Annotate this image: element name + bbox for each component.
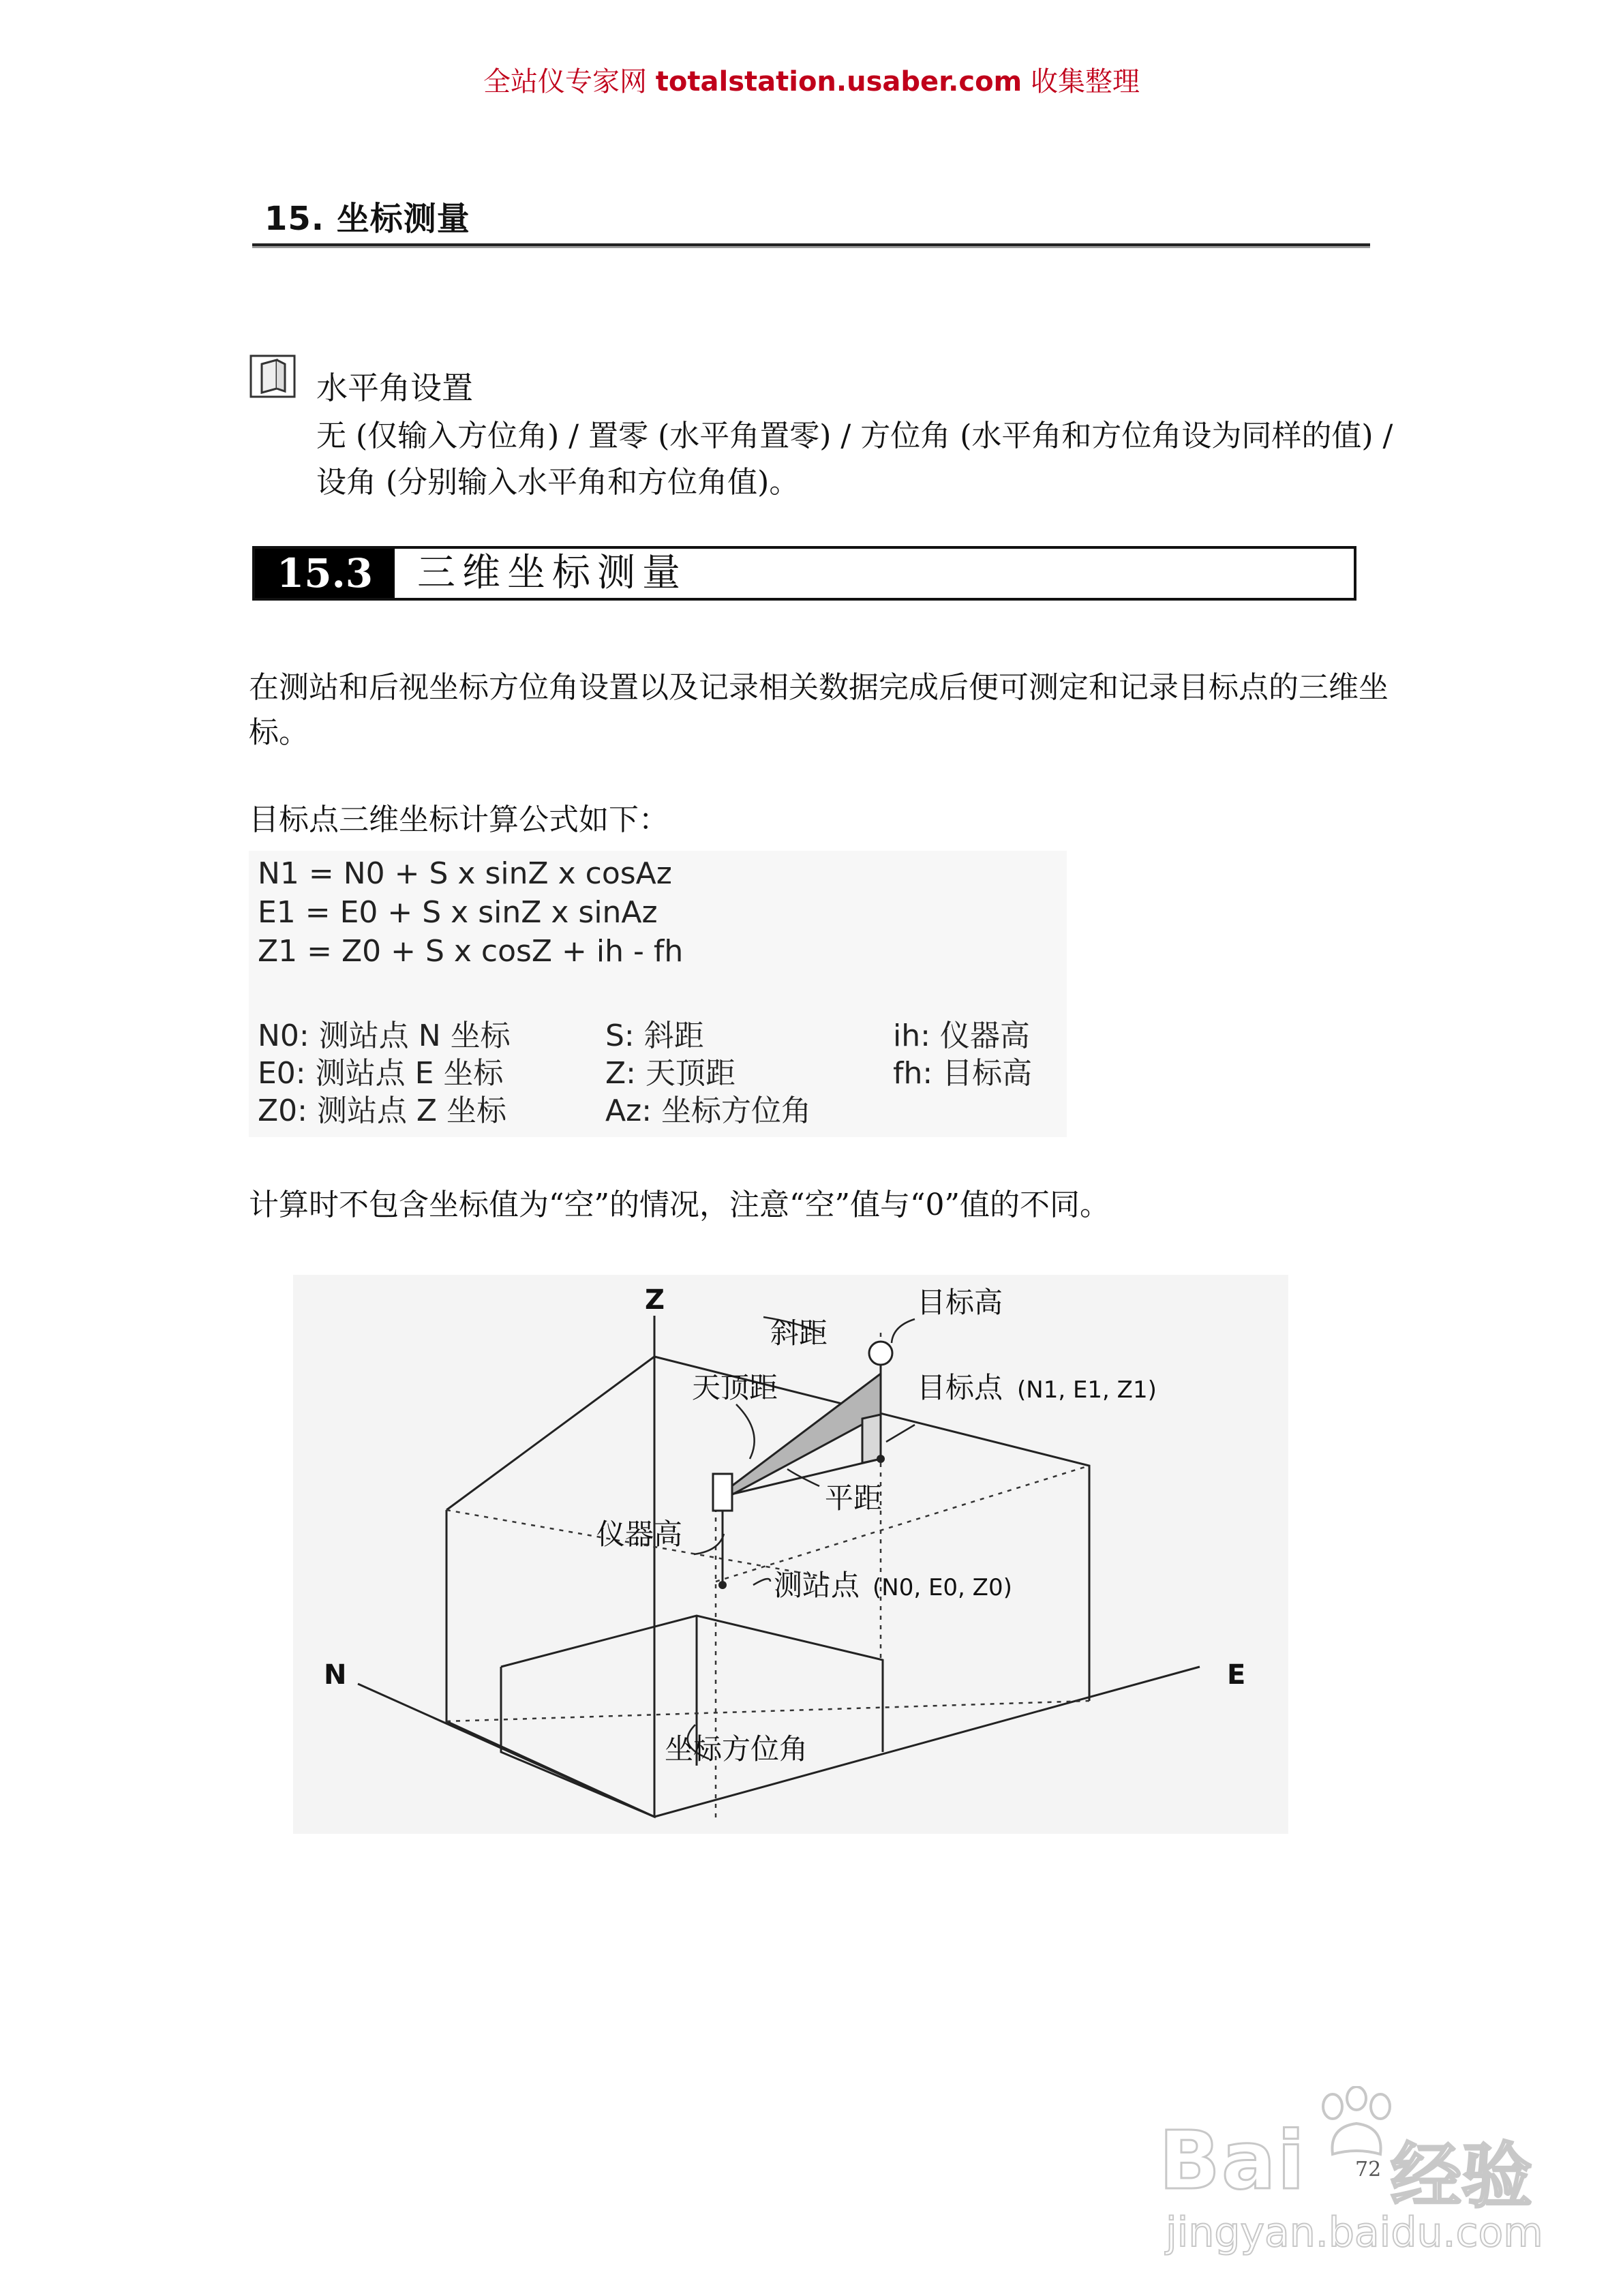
instrument-body	[713, 1474, 732, 1511]
label-station-coords: (N0, E0, Z0)	[873, 1574, 1012, 1601]
note-heading: 水平角设置	[316, 369, 473, 406]
chapter-divider	[252, 243, 1370, 248]
legend-z0: Z0: 测站点 Z 坐标	[258, 1093, 507, 1128]
legend-n0: N0: 测站点 N 坐标	[258, 1018, 511, 1053]
label-target-height: 目标高	[917, 1286, 1003, 1319]
label-axis-e: E	[1227, 1659, 1246, 1691]
watermark-brand-cn: 经验	[1391, 2134, 1533, 2218]
legend-s: S: 斜距	[605, 1018, 704, 1053]
formula-e1: E1 = E0 + S x sinZ x sinAz	[258, 895, 658, 930]
legend-ih: ih: 仪器高	[893, 1018, 1030, 1053]
paw-icon	[1312, 2086, 1401, 2168]
formula-intro: 目标点三维坐标计算公式如下：	[249, 802, 669, 837]
formula-n1: N1 = N0 + S x sinZ x cosAz	[258, 856, 672, 891]
label-target-coords: (N1, E1, Z1)	[1017, 1376, 1157, 1404]
legend-fh: fh: 目标高	[893, 1056, 1033, 1091]
target-height-bar	[862, 1415, 881, 1463]
prism-target	[869, 1342, 892, 1365]
header-suffix: 收集整理	[1030, 66, 1140, 97]
label-zenith: 天顶距	[692, 1371, 778, 1404]
section-title: 三维坐标测量	[417, 551, 687, 595]
label-slope-distance: 斜距	[770, 1316, 828, 1350]
watermark-brand: Bai	[1159, 2113, 1307, 2207]
label-horizontal-distance: 平距	[825, 1481, 883, 1515]
label-axis-z: Z	[645, 1284, 665, 1316]
legend-az: Az: 坐标方位角	[605, 1093, 812, 1128]
book-icon	[249, 354, 296, 398]
label-target-point: 目标点	[917, 1371, 1003, 1404]
section-number: 15.3	[255, 549, 395, 598]
label-station-point: 测站点	[774, 1569, 860, 1602]
note-body: 无 (仅输入方位角) / 置零 (水平角置零) / 方位角 (水平角和方位角设为同样的值) / 设角 (分别输入水平角和方位角值)。	[316, 419, 1393, 500]
page-number: 72	[1355, 2158, 1382, 2181]
empty-value-note: 计算时不包含坐标值为“空”的情况，注意“空”值与“0”值的不同。	[249, 1188, 1110, 1222]
coordinate-diagram	[293, 1275, 1288, 1834]
chapter-title: 15. 坐标测量	[264, 200, 470, 238]
watermark-site: jingyan.baidu.com	[1166, 2209, 1543, 2256]
header-url[interactable]: totalstation.usaber.com	[655, 66, 1022, 97]
intro-paragraph: 在测站和后视坐标方位角设置以及记录相关数据完成后便可测定和记录目标点的三维坐标。	[249, 670, 1389, 750]
header-source-line	[0, 60, 1623, 99]
header-prefix: 全站仪专家网	[483, 66, 648, 97]
legend-e0: E0: 测站点 E 坐标	[258, 1056, 504, 1091]
station-point-dot	[718, 1581, 727, 1589]
label-instrument-height: 仪器高	[596, 1517, 683, 1551]
target-point-dot	[877, 1455, 885, 1463]
label-axis-n: N	[324, 1659, 347, 1691]
formula-z1: Z1 = Z0 + S x cosZ + ih - fh	[258, 934, 684, 969]
legend-z: Z: 天顶距	[605, 1056, 735, 1091]
label-azimuth: 坐标方位角	[665, 1732, 808, 1766]
